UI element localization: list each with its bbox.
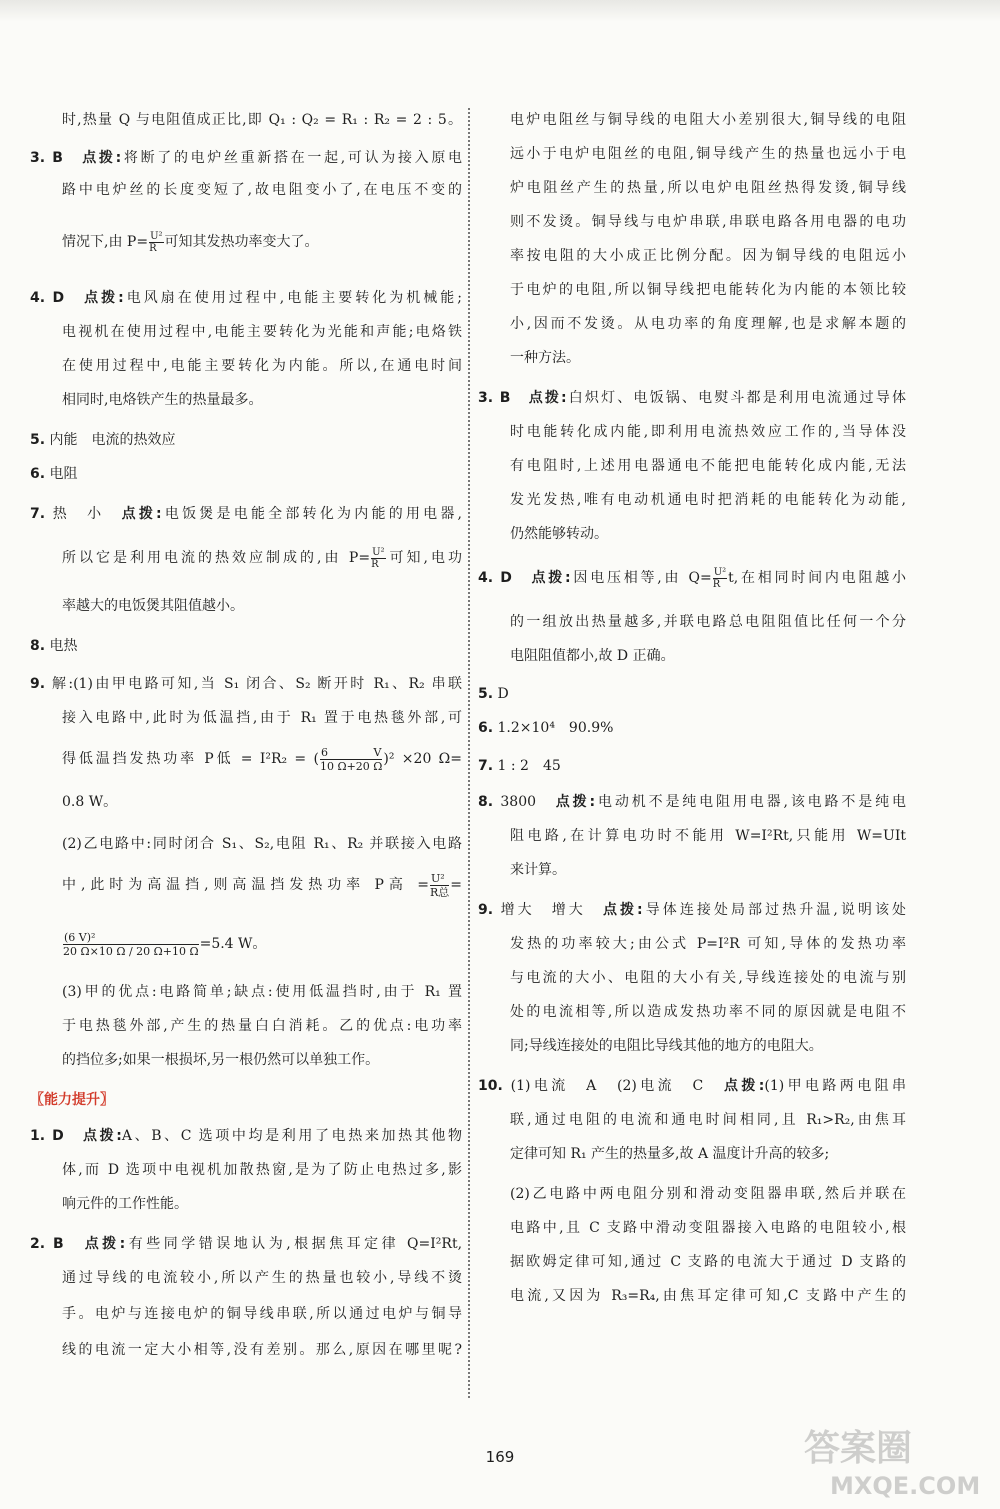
fraction-denominator: 20 Ω×10 Ω / 20 Ω+10 Ω — [63, 944, 199, 958]
text-segment: 可知其发热功率变大了。 — [164, 234, 319, 250]
text-line: 将断了的电炉丝重新搭在一起,可认为接入原电 — [121, 150, 462, 166]
question-number: 7. — [478, 758, 494, 774]
text-line: 导体连接处局部过热升温,说明该处 — [642, 902, 906, 918]
text-line: 接入电路中,此时为低温挡,由于 R₁ 置于电热毯外部,可 — [62, 710, 462, 726]
answer-choice: D — [52, 1128, 64, 1144]
text-line: 0.8 W。 — [62, 794, 118, 810]
fraction-numerator: 6 V — [320, 745, 382, 759]
text-line: 处的电流相等,所以造成发热功率不同的原因就是电阻不 — [510, 1004, 906, 1020]
answer-q9 — [478, 898, 906, 922]
text-segment: t,在相同时间内电阻越小 — [728, 570, 906, 586]
text-line: 电路中,且 C 支路中滑动变阻器接入电路的电阻较小,根 — [510, 1220, 906, 1236]
text-line: 阻电路,在计算电功时不能用 W=I²Rt,只能用 W=UIt — [510, 828, 906, 844]
text-line: 电炉电阻丝与铜导线的电阻大小差别很大,铜导线的电阻 — [510, 112, 906, 128]
text-segment: 得低温挡发热功率 P低 = I²R₂ = ( — [62, 751, 319, 767]
fraction-numerator: U² — [430, 872, 449, 886]
answer-p1 — [30, 1124, 462, 1148]
answer-text: 1.2×10⁴ 90.9% — [497, 720, 614, 736]
text-line: 时,热量 Q 与电阻值成正比,即 Q₁ : Q₂ = R₁ : R₂ = 2 : 5。 — [62, 112, 462, 128]
question-number: 4. — [478, 570, 494, 586]
hint-label: 点拨: — [723, 1078, 765, 1094]
text-line: 率按电阻的大小成正比例分配。因为铜导线的电阻远小 — [510, 248, 906, 264]
hint-label: 点拨: — [121, 506, 162, 522]
text-line: 同;导线连接处的电阻比导线其他的地方的电阻大。 — [510, 1038, 823, 1054]
question-number: 5. — [30, 432, 46, 448]
hint-label: 点拨: — [602, 902, 643, 918]
text-line-formula — [62, 226, 462, 258]
answer-q8 — [30, 634, 462, 658]
text-line: 线的电流一定大小相等,没有差别。那么,原因在哪里呢? — [62, 1342, 462, 1358]
fraction-numerator: U² — [713, 566, 727, 578]
column-divider — [468, 108, 470, 1398]
question-number: 8. — [478, 794, 494, 810]
section-title: 〖能力提升〗 — [30, 1092, 114, 1108]
text-line: 在使用过程中,电能主要转化为内能。所以,在通电时间 — [62, 358, 462, 374]
text-line: 定律可知 R₁ 产生的热量多,故 A 温度计升高的较多; — [510, 1146, 830, 1162]
text-line: 联,通过电阻的电流和通电时间相同,且 R₁>R₂,由焦耳 — [510, 1112, 906, 1128]
text-line: 的一组放出热量越多,并联电路总电阻阻值比任何一个分 — [510, 614, 906, 630]
text-segment: 可知,电功 — [386, 550, 462, 566]
question-number: 7. — [30, 506, 46, 522]
text-line: 率越大的电饭煲其阻值越小。 — [62, 598, 244, 614]
text-line: 则不发烫。铜导线与电炉串联,串联电路各用电器的电功 — [510, 214, 906, 230]
question-number: 9. — [30, 676, 46, 692]
question-number: 10. — [478, 1078, 503, 1094]
text-line: (2)乙电路中:同时闭合 S₁、S₂,电阻 R₁、R₂ 并联接入电路 — [62, 836, 462, 852]
text-line: 有电阻时,上述用电器通电不能把电能转化成内能,无法 — [510, 458, 906, 474]
text-line-formula — [62, 542, 462, 574]
text-segment: = — [450, 877, 462, 893]
fraction-numerator: U² — [372, 546, 385, 558]
fraction — [371, 547, 385, 570]
answer-q4 — [30, 286, 462, 310]
text-line: 有些同学错误地认为,根据焦耳定律 Q=I²Rt, — [125, 1236, 462, 1252]
text-line: A、B、C 选项中均是利用了电热来加热其他物 — [121, 1128, 462, 1144]
answer-q10 — [478, 1074, 906, 1098]
answer-text: 电热 — [49, 638, 78, 654]
answer-q7 — [478, 754, 906, 778]
text-line: 电动机不是纯电阻用电器,该电路不是纯电 — [595, 794, 906, 810]
question-number: 3. — [478, 390, 494, 406]
text-line: 电风扇在使用过程中,电能主要转化为机械能; — [123, 290, 462, 306]
text-line: 响元件的工作性能。 — [62, 1196, 188, 1212]
fraction-denominator: R — [712, 578, 721, 590]
text-line: 电视机在使用过程中,电能主要转化为光能和声能;电烙铁 — [62, 324, 462, 340]
text-line-formula — [62, 868, 462, 902]
answer-q4 — [478, 562, 906, 594]
question-number: 6. — [30, 466, 46, 482]
answer-text: 内能 电流的热效应 — [49, 432, 176, 448]
text-line: 体,而 D 选项中电视机加散热窗,是为了防止电热过多,影 — [62, 1162, 462, 1178]
answer-choice: B — [53, 1236, 64, 1252]
hint-label: 点拨: — [531, 570, 571, 586]
answer-text: 热 小 — [52, 506, 105, 522]
hint-label: 点拨: — [528, 390, 567, 406]
text-line: (3)甲的优点:电路简单;缺点:使用低温挡时,由于 R₁ 置 — [62, 984, 462, 1000]
text-line: 路中电炉丝的长度变短了,故电阻变小了,在电压不变的 — [62, 182, 462, 198]
answer-text: D — [497, 686, 509, 702]
text-line: (1)甲电路两电阻串 — [764, 1078, 906, 1094]
watermark-logo — [800, 1420, 985, 1500]
text-line: 一种方法。 — [510, 350, 580, 366]
fraction-denominator: R — [149, 242, 157, 254]
page-number: 169 — [485, 1448, 515, 1466]
text-segment: 因电压相等,由 Q= — [570, 570, 712, 586]
answer-q6 — [478, 716, 906, 740]
text-segment: )² ×20 Ω= — [383, 751, 462, 767]
fraction — [63, 931, 199, 958]
text-segment: 中,此时为高温挡,则高温挡发热功率 P高 = — [62, 877, 429, 893]
text-line: 于电热毯外部,产生的热量白白消耗。乙的优点:电功率 — [62, 1018, 462, 1034]
text-line: 发热的功率较大;由公式 P=I²R 可知,导体的发热功率 — [510, 936, 906, 952]
fraction-denominator: R — [371, 558, 379, 570]
answer-q5 — [478, 682, 906, 706]
text-line: 电饭煲是电能全部转化为内能的用电器, — [161, 506, 462, 522]
answer-q8 — [478, 790, 906, 814]
text-line: 于电炉的电阻,所以铜导线把电能转化为内能的本领比较 — [510, 282, 906, 298]
text-line: 小,因而不发烫。从电功率的角度理解,也是求解本题的 — [510, 316, 906, 332]
answer-q7 — [30, 502, 462, 526]
fraction — [713, 567, 727, 590]
answer-text: 增大 增大 — [500, 902, 586, 918]
answer-q3 — [478, 386, 906, 410]
text-line: 炉电阻丝产生的热量,所以电炉电阻丝热得发烫,铜导线 — [510, 180, 906, 196]
question-number: 8. — [30, 638, 46, 654]
text-line: 相同时,电烙铁产生的热量最多。 — [62, 392, 263, 408]
answer-text: 1 : 2 45 — [497, 758, 561, 774]
text-line-formula — [62, 924, 462, 964]
answer-p2 — [30, 1232, 462, 1256]
fraction — [149, 231, 163, 254]
hint-label: 点拨: — [83, 1128, 122, 1144]
text-line: 电流,又因为 R₃=R₄,由焦耳定律可知,C 支路中产生的 — [510, 1288, 906, 1304]
fraction-numerator: (6 V)² — [63, 931, 199, 945]
answer-q6 — [30, 462, 462, 486]
answer-text: 电阻 — [49, 466, 78, 482]
watermark-domain: MXQE.COM — [830, 1472, 981, 1500]
text-line: 白炽灯、电饭锅、电熨斗都是利用电流通过导体 — [566, 390, 906, 406]
answer-choice: D — [500, 570, 512, 586]
question-number: 9. — [478, 902, 494, 918]
text-segment: 所以它是利用电流的热效应制成的,由 P= — [62, 550, 371, 566]
hint-label: 点拨: — [84, 290, 124, 306]
text-line: 手。电炉与连接电炉的铜导线串联,所以通过电炉与铜导 — [62, 1306, 462, 1322]
text-line: 通过导线的电流较小,所以产生的热量也较小,导线不烫 — [62, 1270, 462, 1286]
answer-choice: B — [499, 390, 511, 406]
question-number: 4. — [30, 290, 46, 306]
text-line: 远小于电炉电阻丝的电阻,铜导线产生的热量也远小于电 — [510, 146, 906, 162]
question-number: 5. — [478, 686, 494, 702]
hint-label: 点拨: — [555, 794, 596, 810]
text-line: 据欧姆定律可知,通过 C 支路的电流大于通过 D 支路的 — [510, 1254, 906, 1270]
text-segment: =5.4 W。 — [199, 936, 267, 952]
fraction-denominator: 10 Ω+20 Ω — [319, 759, 383, 773]
hint-label: 点拨: — [84, 1236, 126, 1252]
text-line: (2)乙电路中两电阻分别和滑动变阻器串联,然后并联在 — [510, 1186, 906, 1202]
fraction — [430, 872, 449, 899]
text-line: 来计算。 — [510, 862, 566, 878]
answer-q5 — [30, 428, 462, 452]
text-line: 仍然能够转动。 — [510, 526, 608, 542]
text-line: 电阻阻值都小,故 D 正确。 — [510, 648, 675, 664]
fraction-denominator: R总 — [429, 885, 450, 899]
answer-q3 — [30, 146, 462, 170]
answer-choice: D — [52, 290, 65, 306]
answer-q9 — [30, 672, 462, 696]
question-number: 2. — [30, 1236, 46, 1252]
text-segment: 情况下,由 P= — [62, 234, 149, 250]
answer-text: 3800 — [500, 794, 537, 810]
question-number: 6. — [478, 720, 494, 736]
hint-label: 点拨: — [82, 150, 122, 166]
text-line: 发光发热,唯有电动机通电时把消耗的电能转化为动能, — [510, 492, 906, 508]
answer-text: (1)电流 A (2)电流 C — [510, 1078, 704, 1094]
text-line: 与电流的大小、电阻的大小有关,导线连接处的电流与别 — [510, 970, 906, 986]
page-top-shade — [0, 0, 1000, 22]
text-line: 时电能转化成内能,即利用电流热效应工作的,当导体没 — [510, 424, 906, 440]
text-line: 的挡位多;如果一根损坏,另一根仍然可以单独工作。 — [62, 1052, 380, 1068]
answer-choice: B — [52, 150, 63, 166]
text-line: 解:(1)由甲电路可知,当 S₁ 闭合、S₂ 断开时 R₁、R₂ 串联 — [51, 676, 462, 692]
question-number: 3. — [30, 150, 46, 166]
fraction-numerator: U² — [150, 230, 163, 242]
watermark-logo-text: 答案圈 — [804, 1428, 913, 1469]
text-line-formula — [62, 742, 462, 776]
fraction — [320, 746, 382, 773]
question-number: 1. — [30, 1128, 46, 1144]
